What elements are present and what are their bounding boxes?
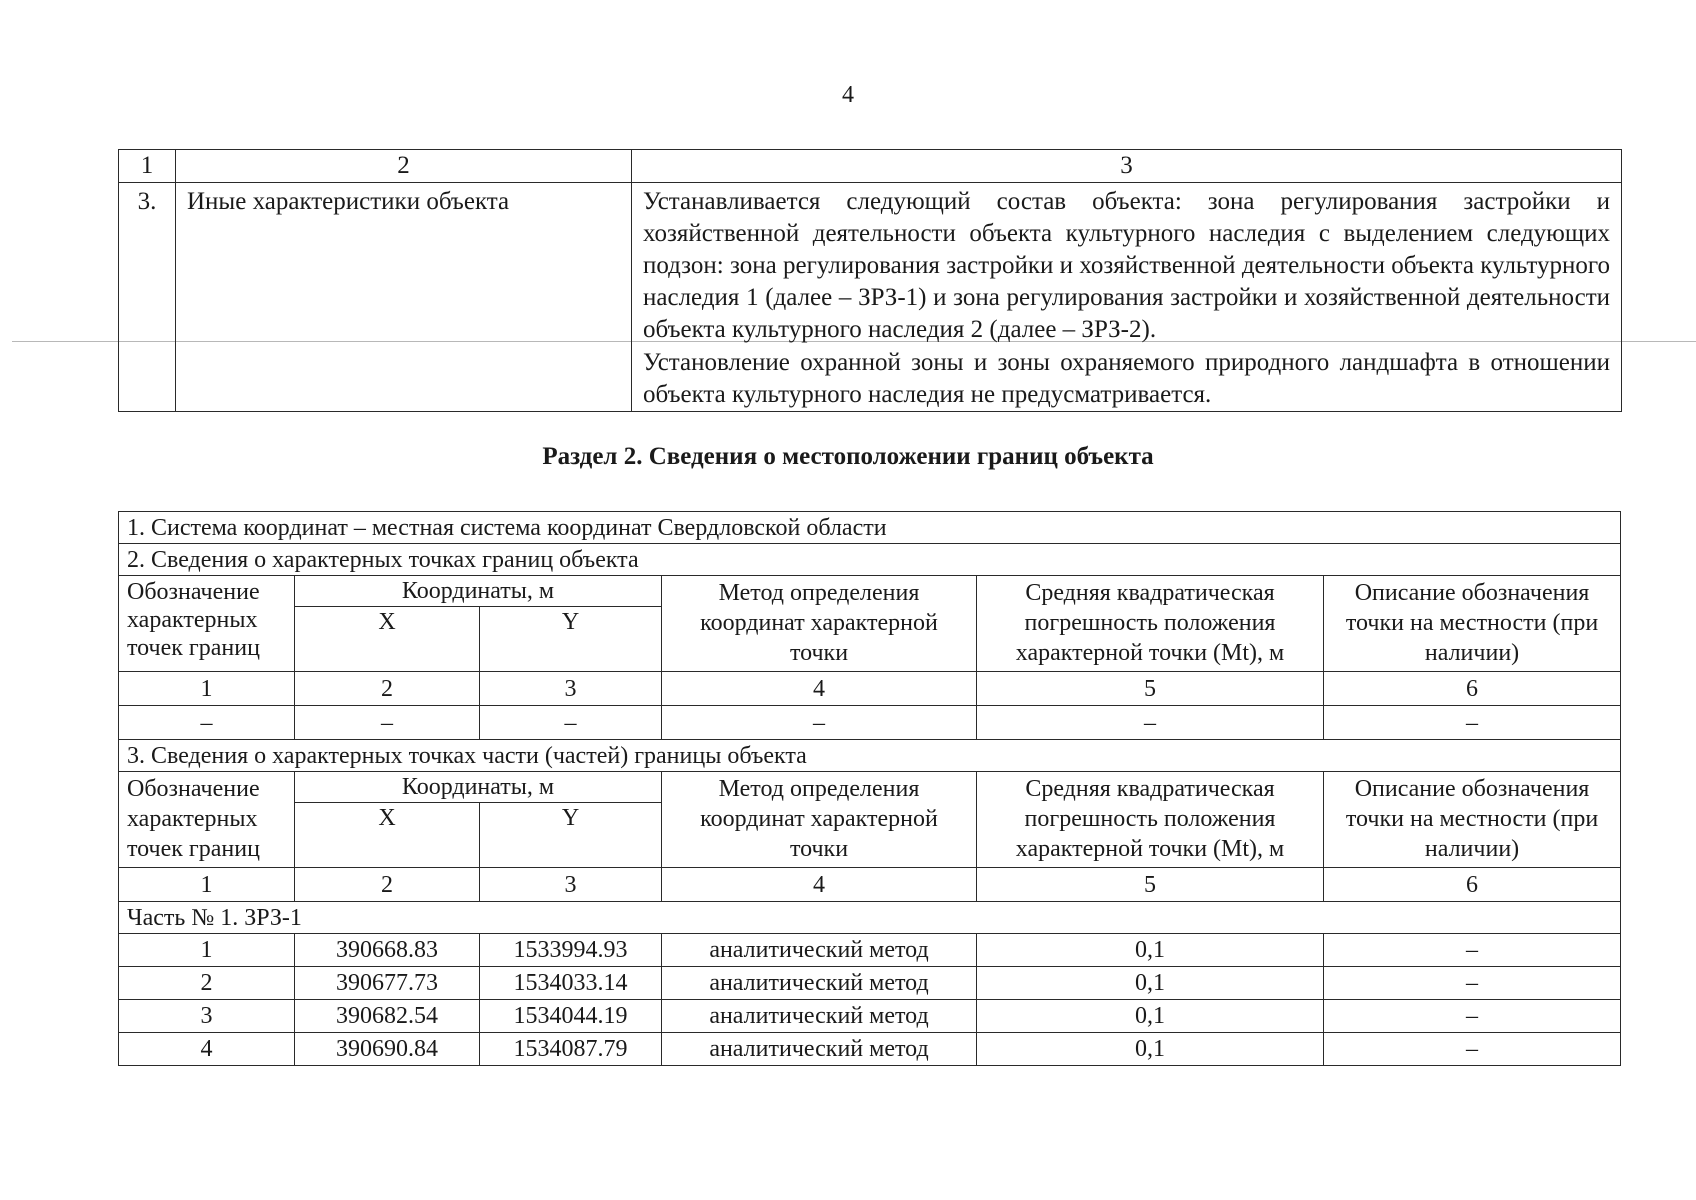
part-label: Часть № 1. ЗРЗ-1 (119, 902, 1621, 934)
column-number: 4 (662, 672, 977, 706)
table-row (119, 1000, 1621, 1033)
empty-cell: – (295, 706, 480, 740)
points-section-title: 2. Сведения о характерных точках границ объекта (119, 544, 1621, 576)
error-header: Средняя квадратическая погрешность положения характерной точки (Mt), м (977, 576, 1324, 672)
method-header: Метод определения координат характерной точки (662, 772, 977, 868)
column-number: 2 (295, 868, 480, 902)
point-y: 1533994.93 (480, 934, 662, 967)
empty-cell: – (662, 706, 977, 740)
point-method: аналитический метод (662, 934, 977, 967)
column-number-row (119, 868, 1621, 902)
description-paragraph-1: Устанавливается следующий состав объекта: зона регулирования застройки и хозяйственной деятельности объекта культурного наследия с выделением следующих подзон: зона регулирования застройки и хозяйственной деятельности объекта культурного наследия 1 (далее – ЗРЗ-1) и зона регулирования застройки и хозяйственной деятельности объекта культурного наследия 2 (далее – ЗРЗ-2). (643, 188, 1610, 343)
point-x: 390677.73 (295, 967, 480, 1000)
point-error: 0,1 (977, 934, 1324, 967)
table1-header-row (119, 150, 1622, 183)
point-number: 2 (119, 967, 295, 1000)
point-x: 390668.83 (295, 934, 480, 967)
column-number: 3 (480, 672, 662, 706)
column-number: 4 (662, 868, 977, 902)
column-number: 1 (119, 672, 295, 706)
section-title: Раздел 2. Сведения о местоположении границ объекта (542, 443, 1154, 470)
column-number: 2 (295, 672, 480, 706)
row-description (632, 183, 1622, 412)
table1-row (119, 183, 1622, 412)
page-number: 4 (842, 82, 854, 108)
coord-system-row: 1. Система координат – местная система координат Свердловской области (119, 512, 1621, 544)
column-number-row (119, 672, 1621, 706)
point-description: – (1324, 1000, 1621, 1033)
table-row (119, 934, 1621, 967)
boundary-points-table (118, 511, 1621, 1066)
table1-header-cell: 2 (176, 150, 632, 183)
point-y: 1534087.79 (480, 1033, 662, 1066)
table-row (119, 967, 1621, 1000)
point-description: – (1324, 934, 1621, 967)
column-number: 5 (977, 672, 1324, 706)
point-y: 1534044.19 (480, 1000, 662, 1033)
x-header: X (295, 607, 480, 672)
column-number: 6 (1324, 672, 1621, 706)
point-number: 4 (119, 1033, 295, 1066)
point-method: аналитический метод (662, 1033, 977, 1066)
y-header: Y (480, 803, 662, 868)
point-description: – (1324, 967, 1621, 1000)
x-header: X (295, 803, 480, 868)
column-number: 6 (1324, 868, 1621, 902)
point-number: 3 (119, 1000, 295, 1033)
coordinates-header: Координаты, м (295, 772, 662, 803)
empty-cell: – (1324, 706, 1621, 740)
point-error: 0,1 (977, 1033, 1324, 1066)
column-number: 1 (119, 868, 295, 902)
row-number: 3. (119, 183, 176, 412)
point-description: – (1324, 1033, 1621, 1066)
designation-header: Обозначение характерных точек границ (119, 576, 295, 672)
method-header: Метод определения координат характерной точки (662, 576, 977, 672)
description-header: Описание обозначения точки на местности (при наличии) (1324, 772, 1621, 868)
table1-header-cell: 1 (119, 150, 176, 183)
table-row (119, 1033, 1621, 1066)
column-number: 3 (480, 868, 662, 902)
point-method: аналитический метод (662, 1000, 977, 1033)
point-x: 390682.54 (295, 1000, 480, 1033)
error-header: Средняя квадратическая погрешность положения характерной точки (Mt), м (977, 772, 1324, 868)
y-header: Y (480, 607, 662, 672)
point-error: 0,1 (977, 1000, 1324, 1033)
point-error: 0,1 (977, 967, 1324, 1000)
empty-cell: – (119, 706, 295, 740)
point-number: 1 (119, 934, 295, 967)
column-number: 5 (977, 868, 1324, 902)
parts-section-title: 3. Сведения о характерных точках части (частей) границы объекта (119, 740, 1621, 772)
table1-header-cell: 3 (632, 150, 1622, 183)
description-header: Описание обозначения точки на местности (при наличии) (1324, 576, 1621, 672)
designation-header: Обозначение характерных точек границ (119, 772, 295, 868)
point-y: 1534033.14 (480, 967, 662, 1000)
empty-cell: – (480, 706, 662, 740)
empty-cell: – (977, 706, 1324, 740)
point-x: 390690.84 (295, 1033, 480, 1066)
row-name: Иные характеристики объекта (176, 183, 632, 412)
empty-points-row (119, 706, 1621, 740)
description-paragraph-2: Установление охранной зоны и зоны охраняемого природного ландшафта в отношении объекта культурного наследия не предусматривается. (643, 349, 1610, 408)
coordinates-header: Координаты, м (295, 576, 662, 607)
point-method: аналитический метод (662, 967, 977, 1000)
object-characteristics-table (118, 149, 1622, 412)
